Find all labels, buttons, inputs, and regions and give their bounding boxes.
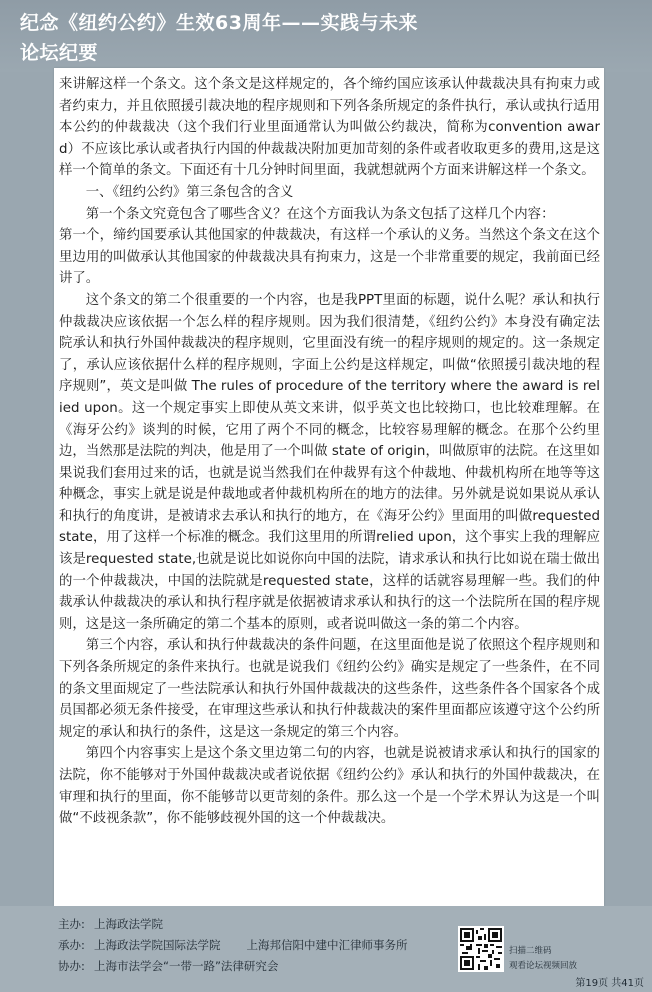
document-page [54,68,604,906]
organizer-name-2: 上海邦信阳中建中汇律师事务所 [246,938,408,952]
co-organizer-label: 协办: [58,959,85,973]
page-title: 纪念《纽约公约》生效63周年——实践与未来 [20,12,418,34]
paragraph-4: 第一个，缔约国要承认其他国家的仲裁裁决，有这样一个承认的义务。当然这个条文在这个里边用的叫做承认其他国家的仲裁裁决具有拘束力，这是一个非常重要的规定，我前面已经讲了。 [59,228,600,287]
paragraph-5: 这个条文的第二个很重要的一个内容，也是我PPT里面的标题，说什么呢？承认和执行仲裁裁决应该依据一个怎么样的程序规则。因为我们很清楚，《纽约公约》本身没有确定法院承认和执行外国仲裁裁决的程序规则，它里面没有统一的程序规则的规定的。这一条规定了，承认应该依据什么样的程序规则，字面上公约是这样规定，叫做“依照援引裁决地的程序规则”，英文是叫做 The rules of procedure of the territory where the award is relied upon。这一个规定事实上即使从英文来讲，似乎英文也比较拗口，也比较难理解。在《海牙公约》谈判的时候，它用了两个不同的概念，比较容易理解的概念。在那个公约里边，当然那是法院的判决，他是用了一个叫做 state of origin，叫做原审的法院。在这里如果说我们套用过来的话，也就是说当然我们在仲裁界有这个仲裁地、仲裁机构所在地等等这种概念，事实上就是说是仲裁地或者仲裁机构所在的地方的法律。另外就是说如果说从承认和执行的角度讲，是被请求去承认和执行的地方，在《海牙公约》里面用的叫做requested state，用了这样一个标准的概念。我们这里用的所谓relied upon，这个事实上我的理解应该是requested state,也就是说比如说你向中国的法院，请求承认和执行比如说在瑞士做出的一个仲裁裁决，中国的法院就是requested state，这样的话就容易理解一些。我们的仲裁承认仲裁裁决的承认和执行程序就是依据被请求承认和执行的这一个法院所在国的程序规则，这是这一条所确定的第二个基本的原则，或者说叫做这一条的第二个内容。 [59,292,600,632]
footer [0,906,652,992]
co-organizer-line [58,958,278,974]
host-label: 主办: [58,917,85,931]
paragraph-3: 第一个条文究竟包含了哪些含义？在这个方面我认为条文包括了这样几个内容： [85,206,555,222]
qr-code-icon[interactable] [458,926,504,972]
organizer-name-1: 上海政法学院国际法学院 [94,938,221,952]
paragraph-1: 来讲解这样一个条文。这个条文是这样规定的，各个缔约国应该承认仲裁裁决具有拘束力或者约束力，并且依照援引裁决地的程序规则和下列各条所规定的条件执行，承认或执行适用本公约的仲裁裁决（这个我们行业里面通常认为叫做公约裁决，简称为convention award）不应该比承认或者执行内国的仲裁裁决附加更加苛刻的条件或者收取更多的费用,这是这样一个简单的条文。下面还有十几分钟时间里面，我就想就两个方面来讲解这样一个条文。 [59,77,600,179]
section-heading: 一、《纽约公约》第三条包含的含义 [85,184,294,200]
page-subtitle: 论坛纪要 [20,42,99,64]
qr-caption-1: 扫描二维码 [509,946,552,956]
organizer-label: 承办: [58,938,85,952]
host-line [58,916,163,932]
co-organizer-name: 上海市法学会“一带一路”法律研究会 [94,959,279,973]
qr-caption-2: 观看论坛视频回放 [509,961,578,971]
paragraph-6: 第三个内容，承认和执行仲裁裁决的条件问题，在这里面他是说了依照这个程序规则和下列各条所规定的条件来执行。也就是说我们《纽约公约》确实是规定了一些条件，在不同的条文里面规定了一些法院承认和执行外国仲裁裁决的这些条件，这些条件各个国家各个成员国都必须无条件接受，在审理这些承认和执行仲裁裁决的案件里面都应该遵守这个公约所规定的承认和执行的条件，这是这一条规定的第三个内容。 [59,638,600,740]
header-banner [0,0,652,72]
organizer-line [58,937,408,953]
host-name: 上海政法学院 [94,917,163,931]
paragraph-7: 第四个内容事实上是这个条文里边第二句的内容，也就是说被请求承认和执行的国家的法院，你不能够对于外国仲裁裁决或者说依据《纽约公约》承认和执行的外国仲裁裁决，在审理和执行的里面，你不能够苛以更苛刻的条件。那么这一个是一个学术界认为这是一个叫做“不歧视条款”，你不能够歧视外国的这一个仲裁裁决。 [59,746,600,827]
page-indicator: 第19页 共41页 [575,978,644,989]
